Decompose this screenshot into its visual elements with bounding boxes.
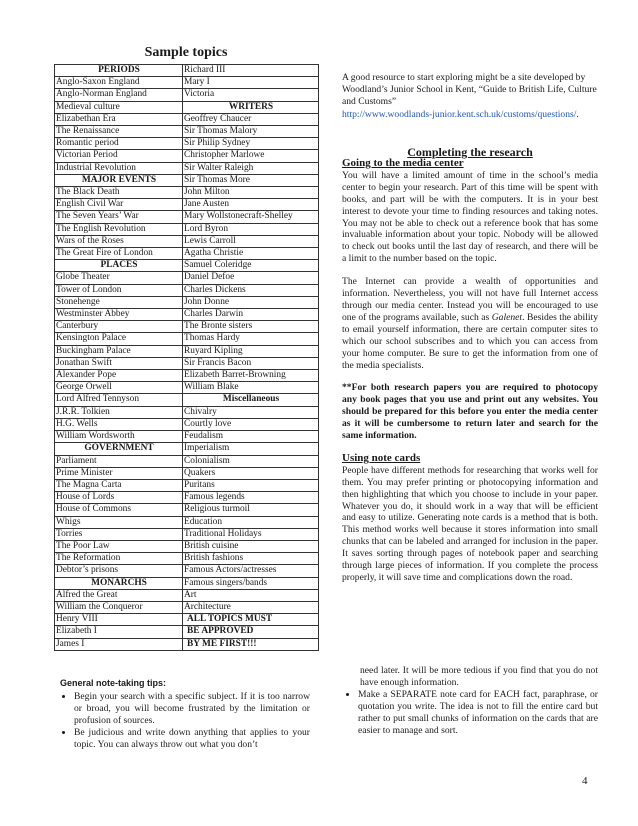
table-cell: ALL TOPICS MUST (183, 614, 319, 626)
table-cell: English Civil War (55, 199, 183, 211)
table-cell: Henry VIII (55, 614, 183, 626)
table-row (55, 248, 319, 260)
tips-list (60, 691, 310, 751)
table-cell: Industrial Revolution (55, 162, 183, 174)
table-row (55, 406, 319, 418)
notecard-list (344, 689, 598, 737)
table-cell: WRITERS (183, 101, 319, 113)
table-cell: Geoffrey Chaucer (183, 113, 319, 125)
table-cell: Charles Dickens (183, 284, 319, 296)
resource-end: . (576, 108, 579, 120)
table-row (55, 431, 319, 443)
table-cell: Mary Wollstonecraft-Shelley (183, 211, 319, 223)
page-title: Sample topics (144, 45, 228, 60)
table-cell: MAJOR EVENTS (55, 174, 183, 186)
table-row (55, 345, 319, 357)
table-row (55, 211, 319, 223)
list-item: • Be judicious and write down anything that applies to your topic. You can always throw out what you don’t (74, 727, 310, 751)
table-cell: Globe Theater (55, 272, 183, 284)
table-row (55, 357, 319, 369)
table-cell: Art (183, 589, 319, 601)
table-row (55, 418, 319, 430)
table-cell: Canterbury (55, 321, 183, 333)
table-row (55, 199, 319, 211)
table-row (55, 577, 319, 589)
resource-note (342, 72, 598, 121)
table-row (55, 260, 319, 272)
resource-link[interactable]: http://www.woodlands-junior.kent.sch.uk/customs/questions/ (342, 108, 577, 120)
table-row (55, 187, 319, 199)
table-cell: William Blake (183, 382, 319, 394)
table-row (55, 614, 319, 626)
table-cell: James I (55, 638, 183, 650)
table-row (55, 101, 319, 113)
table-cell: Anglo-Saxon England (55, 77, 183, 89)
table-cell: PLACES (55, 260, 183, 272)
table-cell: William the Conqueror (55, 601, 183, 613)
table-row (55, 272, 319, 284)
table-row (55, 492, 319, 504)
table-row (55, 540, 319, 552)
table-cell: Ruyard Kipling (183, 345, 319, 357)
table-cell: The Bronte sisters (183, 321, 319, 333)
table-cell: Famous legends (183, 492, 319, 504)
table-cell: Tower of London (55, 284, 183, 296)
table-cell: The Seven Years’ War (55, 211, 183, 223)
table-cell: Charles Darwin (183, 309, 319, 321)
table-row (55, 321, 319, 333)
table-cell: Sir Thomas Malory (183, 126, 319, 138)
table-row (55, 528, 319, 540)
table-cell: Jonathan Swift (55, 357, 183, 369)
table-cell: Prime Minister (55, 467, 183, 479)
table-cell: Victoria (183, 89, 319, 101)
table-cell: House of Commons (55, 504, 183, 516)
table-cell: Thomas Hardy (183, 333, 319, 345)
table-cell: H.G. Wells (55, 418, 183, 430)
table-row (55, 126, 319, 138)
galenet-text: Galenet (491, 311, 523, 323)
table-cell: Agatha Christie (183, 248, 319, 260)
table-cell: Quakers (183, 467, 319, 479)
table-row (55, 601, 319, 613)
table-cell: Colonialism (183, 455, 319, 467)
table-cell: Victorian Period (55, 150, 183, 162)
table-cell: Sir Philip Sydney (183, 138, 319, 150)
table-row (55, 223, 319, 235)
table-row (55, 589, 319, 601)
table-cell: The Magna Carta (55, 479, 183, 491)
table-cell: Westminster Abbey (55, 309, 183, 321)
table-cell: Lord Byron (183, 223, 319, 235)
table-cell: Romantic period (55, 138, 183, 150)
table-row (55, 333, 319, 345)
table-cell: Daniel Defoe (183, 272, 319, 284)
table-row (55, 162, 319, 174)
resource-text: A good resource to start exploring might be a site developed by Woodland’s Junior School in Kent, “Guide to British Life, Culture and Customs” (342, 72, 597, 108)
tips-heading: General note-taking tips: (60, 678, 167, 688)
table-row (55, 89, 319, 101)
table-cell: BY ME FIRST!!! (183, 638, 319, 650)
media-p2-start: The Internet can provide a wealth of opportunities and information. Nevertheless, you will not have full Internet access through our media center. Instead you will be encouraged to use one of the programs available, such as (342, 276, 598, 323)
table-row (55, 150, 319, 162)
table-cell: Torries (55, 528, 183, 540)
topics-table (54, 64, 319, 651)
note-taking-tips (60, 677, 310, 751)
table-cell: Samuel Coleridge (183, 260, 319, 272)
research-body (342, 158, 598, 595)
table-row (55, 382, 319, 394)
table-row (55, 504, 319, 516)
table-cell: George Orwell (55, 382, 183, 394)
table-row (55, 394, 319, 406)
list-item: • Begin your search with a specific subject. If it is too narrow or broad, you will become frustrated by the limitation or profusion of sources. (74, 691, 310, 727)
table-row (55, 370, 319, 382)
table-cell: Elizabethan Era (55, 113, 183, 125)
table-cell: Famous Actors/actresses (183, 565, 319, 577)
table-cell: The Reformation (55, 553, 183, 565)
table-cell: Lewis Carroll (183, 235, 319, 247)
table-cell: The Poor Law (55, 540, 183, 552)
table-cell: British cuisine (183, 540, 319, 552)
table-cell: Alexander Pope (55, 370, 183, 382)
table-cell: Lord Alfred Tennyson (55, 394, 183, 406)
table-row (55, 138, 319, 150)
table-row (55, 626, 319, 638)
table-cell: Puritans (183, 479, 319, 491)
media-p2-end: . Besides the ability to email yourself information, there are certain computer sites to which our school subscribes and to which you can access from your home computer. Be sure to get the information from one of the media specialists. (342, 311, 598, 371)
media-heading: Going to the media center (342, 157, 464, 169)
table-cell: BE APPROVED (183, 626, 319, 638)
table-cell: Courtly love (183, 418, 319, 430)
table-cell: Jane Austen (183, 199, 319, 211)
table-cell: Imperialism (183, 443, 319, 455)
table-row (55, 65, 319, 77)
table-cell: Kensington Palace (55, 333, 183, 345)
table-cell: Stonehenge (55, 296, 183, 308)
notecard-tips (344, 665, 598, 737)
table-cell: Wars of the Roses (55, 235, 183, 247)
table-cell: Debtor’s prisons (55, 565, 183, 577)
media-paragraph-2 (342, 276, 598, 371)
table-cell: Parliament (55, 455, 183, 467)
table-cell: Richard III (183, 65, 319, 77)
table-cell: Miscellaneous (183, 394, 319, 406)
table-cell: Sir Thomas More (183, 174, 319, 186)
table-cell: Christopher Marlowe (183, 150, 319, 162)
section-title: Completing the research (407, 145, 533, 159)
table-cell: House of Lords (55, 492, 183, 504)
table-row (55, 77, 319, 89)
table-cell: Sir Francis Bacon (183, 357, 319, 369)
table-row (55, 638, 319, 650)
table-cell: MONARCHS (55, 577, 183, 589)
table-row (55, 113, 319, 125)
table-cell: PERIODS (55, 65, 183, 77)
table-cell: British fashions (183, 553, 319, 565)
media-paragraph-1: You will have a limited amount of time in the school’s media center to begin your research. Part of this time will be spent with books, and part will be with the computers. It is in your best interest to devote your time to finding resources and taking notes. You may not be able to check out a reference book that has some invaluable information about your topic. Nobody will be allowed to check out books until the last day of research, and there will be a limit to the number based on the topic. (342, 169, 598, 265)
table-row (55, 565, 319, 577)
table-cell: The Renaissance (55, 126, 183, 138)
table-row (55, 479, 319, 491)
table-cell: Elizabeth Barret-Browning (183, 370, 319, 382)
table-cell: GOVERNMENT (55, 443, 183, 455)
table-row (55, 174, 319, 186)
table-cell: Whigs (55, 516, 183, 528)
table-cell: Sir Walter Raleigh (183, 162, 319, 174)
table-row (55, 296, 319, 308)
table-row (55, 309, 319, 321)
table-cell: The Black Death (55, 187, 183, 199)
table-cell: J.R.R. Tolkien (55, 406, 183, 418)
table-cell: Buckingham Palace (55, 345, 183, 357)
table-cell: Feudalism (183, 431, 319, 443)
notecards-heading: Using note cards (342, 451, 421, 464)
table-cell: Chivalry (183, 406, 319, 418)
table-cell: Medieval culture (55, 101, 183, 113)
page-number: 4 (582, 775, 588, 787)
table-row (55, 443, 319, 455)
table-cell: Architecture (183, 601, 319, 613)
table-cell: The Great Fire of London (55, 248, 183, 260)
notecards-paragraph: People have different methods for researching that works well for them. You may prefer printing or photocopying information and then highlighting that which you choose to include in your paper. Whatever you do, it should work in a way that will be efficient and easy to utilize. Generating note cards is a method that is both. This method works well because it stores information into small chunks that can be labeled and arranged for inclusion in the paper. It saves sorting through pages of notebook paper and searching through large pieces of information. If you complete the process properly, it will save time and complications down the road. (342, 464, 598, 583)
table-row (55, 553, 319, 565)
continued-tip: need later. It will be more tedious if you find that you do not have enough information. (360, 665, 598, 688)
table-cell: Anglo-Norman England (55, 89, 183, 101)
table-cell: Traditional Holidays (183, 528, 319, 540)
list-item: • Make a SEPARATE note card for EACH fact, paraphrase, or quotation you write. The idea is not to fill the entire card but rather to put small chunks of information on the cards that are easier to manage and sort. (358, 689, 598, 737)
table-row (55, 467, 319, 479)
table-cell: Alfred the Great (55, 589, 183, 601)
table-row (55, 516, 319, 528)
table-cell: Religious turmoil (183, 504, 319, 516)
table-cell: The English Revolution (55, 223, 183, 235)
table-cell: William Wordsworth (55, 431, 183, 443)
media-paragraph-3: **For both research papers you are required to photocopy any book pages that you use and print out any websites. You should be prepared for this before you enter the media center as it will be cumbersome to return later and search for the same information. (342, 382, 598, 442)
table-cell: Elizabeth I (55, 626, 183, 638)
table-cell: John Milton (183, 187, 319, 199)
table-cell: Education (183, 516, 319, 528)
table-row (55, 235, 319, 247)
table-cell: Famous singers/bands (183, 577, 319, 589)
table-row (55, 455, 319, 467)
table-row (55, 284, 319, 296)
table-cell: John Donne (183, 296, 319, 308)
table-cell: Mary I (183, 77, 319, 89)
